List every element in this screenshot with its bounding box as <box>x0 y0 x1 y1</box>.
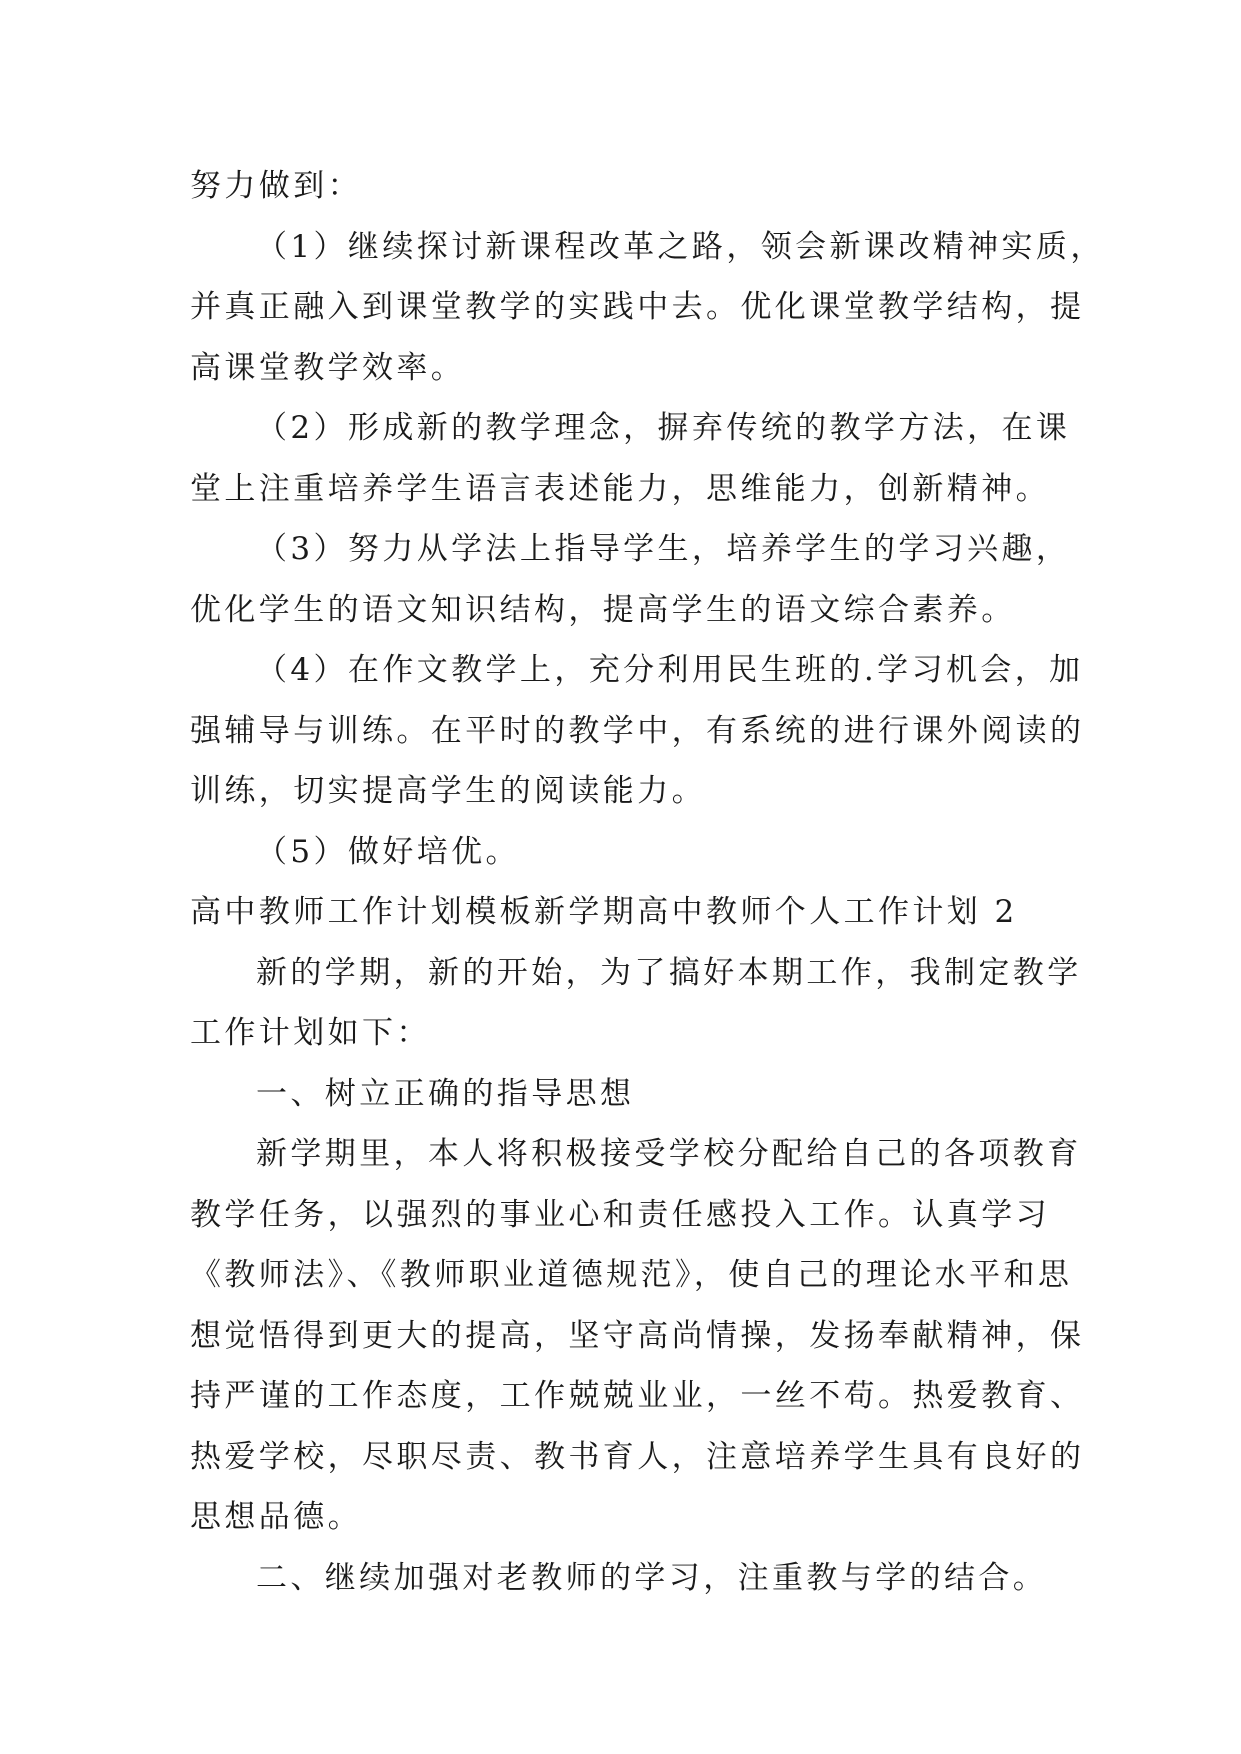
text-line: 努力做到： <box>190 168 362 204</box>
text-line: 热爱学校，尽职尽责、教书育人，注意培养学生具有良好的 <box>190 1438 1085 1475</box>
text-line: 想觉悟得到更大的提高，坚守高尚情操，发扬奉献精神，保 <box>190 1317 1085 1354</box>
list-item-3: （3）努力从学法上指导学生，培养学生的学习兴趣， <box>256 531 1071 567</box>
text-line: 思想品德。 <box>190 1499 362 1535</box>
text-line: 强辅导与训练。在平时的教学中，有系统的进行课外阅读的 <box>190 712 1085 749</box>
paragraph-intro: 新的学期，新的开始，为了搞好本期工作，我制定教学 <box>256 954 1082 991</box>
list-item-4: （4）在作文教学上，充分利用民生班的.学习机会，加 <box>256 652 1084 688</box>
text-line: 高课堂教学效率。 <box>190 349 466 386</box>
document-body <box>190 156 1105 1608</box>
text-line: 持严谨的工作态度，工作兢兢业业，一丝不苟。热爱教育、 <box>190 1378 1085 1414</box>
text-line: 并真正融入到课堂教学的实践中去。优化课堂教学结构，提 <box>190 289 1085 325</box>
list-item-5: （5）做好培优。 <box>256 833 520 870</box>
text-line: 堂上注重培养学生语言表述能力，思维能力，创新精神。 <box>190 470 1050 507</box>
list-item-2: （2）形成新的教学理念，摒弃传统的教学方法，在课 <box>256 410 1071 446</box>
paragraph-1: 新学期里，本人将积极接受学校分配给自己的各项教育 <box>256 1136 1082 1172</box>
section-heading-1: 一、树立正确的指导思想 <box>256 1075 635 1112</box>
list-item-1: （1）继续探讨新课程改革之路，领会新课改精神实质， <box>256 228 1105 265</box>
text-line: 《教师法》、《教师职业道德规范》，使自己的理论水平和思 <box>190 1257 1073 1293</box>
text-line: 优化学生的语文知识结构，提高学生的语文综合素养。 <box>190 591 1016 628</box>
section-title: 高中教师工作计划模板新学期高中教师个人工作计划 2 <box>190 894 1018 930</box>
text-line: 训练，切实提高学生的阅读能力。 <box>190 773 706 809</box>
text-line: 教学任务，以强烈的事业心和责任感投入工作。认真学习 <box>190 1196 1050 1233</box>
text-line: 工作计划如下： <box>190 1015 431 1051</box>
section-heading-2: 二、继续加强对老教师的学习，注重教与学的结合。 <box>256 1559 1048 1596</box>
